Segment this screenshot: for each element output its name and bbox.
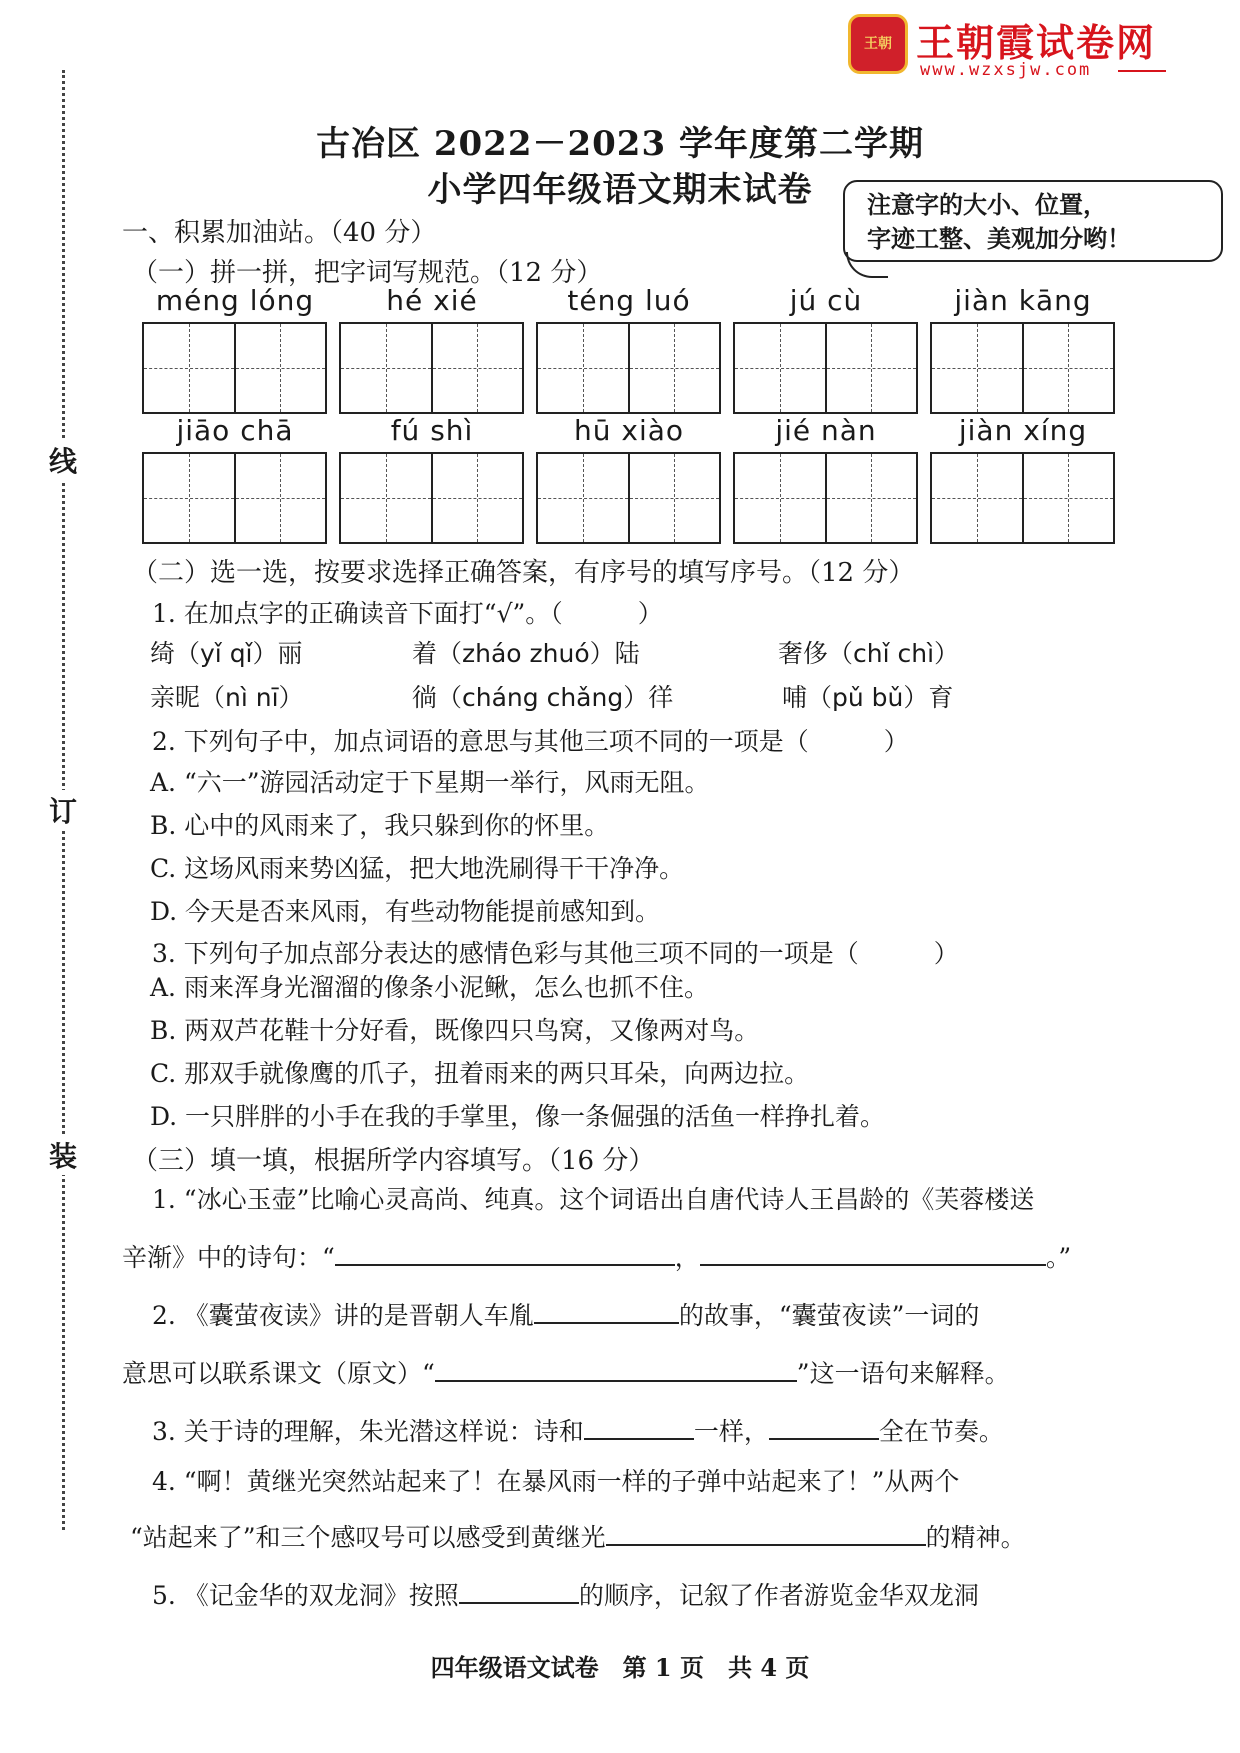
fill-q1-prefix: 辛渐》中的诗句：“ (122, 1243, 335, 1272)
note-line2: 字迹工整、美观加分哟！ (867, 225, 1131, 253)
writing-grid[interactable] (339, 452, 524, 544)
writing-grid[interactable] (733, 452, 918, 544)
logo-name: 王朝霞试卷网 (916, 21, 1157, 65)
pinyin-9: jié nàn (775, 414, 877, 447)
fill-q5 (152, 1576, 979, 1612)
sub2-heading: （二）选一选，按要求选择正确答案，有序号的填写序号。（12 分） (132, 558, 915, 588)
q2-option-c: C. 这场风雨来势凶猛，把大地洗刷得干干净净。 (150, 854, 685, 883)
answer-blank[interactable] (769, 1412, 879, 1440)
q3-option-c: C. 那双手就像鹰的爪子，扭着雨来的两只耳朵，向两边拉。 (150, 1059, 810, 1088)
fill-q4-line1: 4. “啊！黄继光突然站起来了！在暴风雨一样的子弹中站起来了！”从两个 (152, 1467, 960, 1496)
sub3-heading: （三）填一填，根据所学内容填写。（16 分） (132, 1146, 655, 1176)
q3-stem: 3. 下列句子加点部分表达的感情色彩与其他三项不同的一项是（ ） (152, 939, 959, 968)
logo-url: www.wzxsjw.com (920, 60, 1092, 80)
q1-option: 徜（cháng chǎng）徉 (412, 683, 674, 712)
q3-option-b: B. 两双芦花鞋十分好看，既像四只鸟窝，又像两对鸟。 (150, 1016, 760, 1045)
fill-q5-prefix: 5. 《记金华的双龙洞》按照 (152, 1581, 459, 1610)
q1-option: 着（zháo zhuó）陆 (412, 639, 640, 668)
fill-q2-line1 (152, 1296, 979, 1332)
q1-option: 哺（pǔ bǔ）育 (782, 683, 954, 712)
fill-q2-prefix: 2. 《囊萤夜读》讲的是晋朝人车胤 (152, 1301, 534, 1330)
writing-grid[interactable] (142, 452, 327, 544)
fill-q5-suffix: 的顺序，记叙了作者游览金华双龙洞 (578, 1581, 979, 1610)
fill-q4-line2 (130, 1518, 1026, 1554)
writing-grid[interactable] (339, 322, 524, 414)
fill-q4-prefix: “站起来了”和三个感叹号可以感受到黄继光 (130, 1523, 606, 1552)
fill-q1-end: 。” (1045, 1243, 1072, 1272)
fill-q4-suffix: 的精神。 (925, 1523, 1026, 1552)
answer-blank[interactable] (534, 1296, 679, 1324)
q3-option-d: D. 一只胖胖的小手在我的手掌里，像一条倔强的活鱼一样挣扎着。 (150, 1102, 886, 1131)
note-line1: 注意字的大小、位置， (867, 191, 1107, 219)
pinyin-10: jiàn xíng (958, 414, 1088, 447)
writing-grid[interactable] (536, 322, 721, 414)
fill-q2-suffix: 的故事，“囊萤夜读”一词的 (678, 1301, 980, 1330)
exam-title-line1: 古冶区 2022－2023 学年度第二学期 (316, 124, 924, 164)
part1-heading: 一、积累加油站。（40 分） (122, 218, 437, 248)
sub1-heading: （一）拼一拼，把字词写规范。（12 分） (132, 258, 603, 288)
note-bubble-tail (846, 252, 888, 278)
fill-q3-suffix: 全在节奏。 (878, 1417, 1004, 1446)
binding-label-ding: 订 (48, 790, 78, 830)
binding-label-zhuang: 装 (48, 1135, 78, 1175)
site-logo (848, 12, 1168, 82)
q1-option: 亲昵（nì nī） (150, 683, 304, 712)
fill-q3-mid: 一样， (693, 1417, 769, 1446)
note-bubble (843, 180, 1223, 262)
fill-q2-line2 (122, 1354, 1010, 1390)
pinyin-4: jú cù (789, 284, 863, 317)
answer-blank[interactable] (435, 1354, 797, 1382)
fill-q1-comma: ， (674, 1243, 700, 1272)
writing-grid[interactable] (733, 322, 918, 414)
answer-blank[interactable] (584, 1412, 694, 1440)
pinyin-7: fú shì (390, 414, 474, 447)
fill-q3-prefix: 3. 关于诗的理解，朱光潜这样说：诗和 (152, 1417, 584, 1446)
q2-option-d: D. 今天是否来风雨，有些动物能提前感知到。 (150, 897, 661, 926)
answer-blank[interactable] (335, 1238, 675, 1266)
logo-badge-icon: 王朝 (848, 14, 908, 74)
answer-blank[interactable] (700, 1238, 1046, 1266)
fill-q2b-suffix: ”这一语句来解释。 (796, 1359, 1010, 1388)
q2-option-a: A. “六一”游园活动定于下星期一举行，风雨无阻。 (150, 768, 710, 797)
writing-grid[interactable] (930, 452, 1115, 544)
fill-q1-line1: 1. “冰心玉壶”比喻心灵高尚、纯真。这个词语出自唐代诗人王昌龄的《芙蓉楼送 (152, 1185, 1035, 1214)
answer-blank[interactable] (459, 1576, 579, 1604)
logo-underline (1118, 70, 1166, 72)
fill-q1-line2 (122, 1238, 1071, 1274)
exam-title-line2: 小学四年级语文期末试卷 (427, 170, 813, 210)
fill-q2b-prefix: 意思可以联系课文（原文）“ (122, 1359, 435, 1388)
writing-grid[interactable] (142, 322, 327, 414)
binding-label-xian: 线 (48, 440, 78, 480)
q3-option-a: A. 雨来浑身光溜溜的像条小泥鳅，怎么也抓不住。 (150, 973, 709, 1002)
pinyin-5: jiàn kāng (954, 284, 1092, 317)
answer-blank[interactable] (606, 1518, 926, 1546)
writing-grid[interactable] (536, 452, 721, 544)
writing-grid[interactable] (930, 322, 1115, 414)
q1-stem: 1. 在加点字的正确读音下面打“√”。（ ） (152, 599, 663, 628)
q1-option: 绮（yǐ qǐ）丽 (150, 639, 303, 668)
pinyin-3: téng luó (567, 284, 691, 317)
pinyin-1: méng lóng (155, 284, 315, 317)
q1-option: 奢侈（chǐ chì） (778, 639, 960, 668)
pinyin-6: jiāo chā (176, 414, 294, 447)
q2-stem: 2. 下列句子中，加点词语的意思与其他三项不同的一项是（ ） (152, 727, 909, 756)
q2-option-b: B. 心中的风雨来了，我只躲到你的怀里。 (150, 811, 610, 840)
pinyin-2: hé xié (386, 284, 478, 317)
fill-q3 (152, 1412, 1004, 1448)
pinyin-8: hū xiào (573, 414, 685, 447)
page-footer: 四年级语文试卷 第 1 页 共 4 页 (430, 1653, 810, 1682)
